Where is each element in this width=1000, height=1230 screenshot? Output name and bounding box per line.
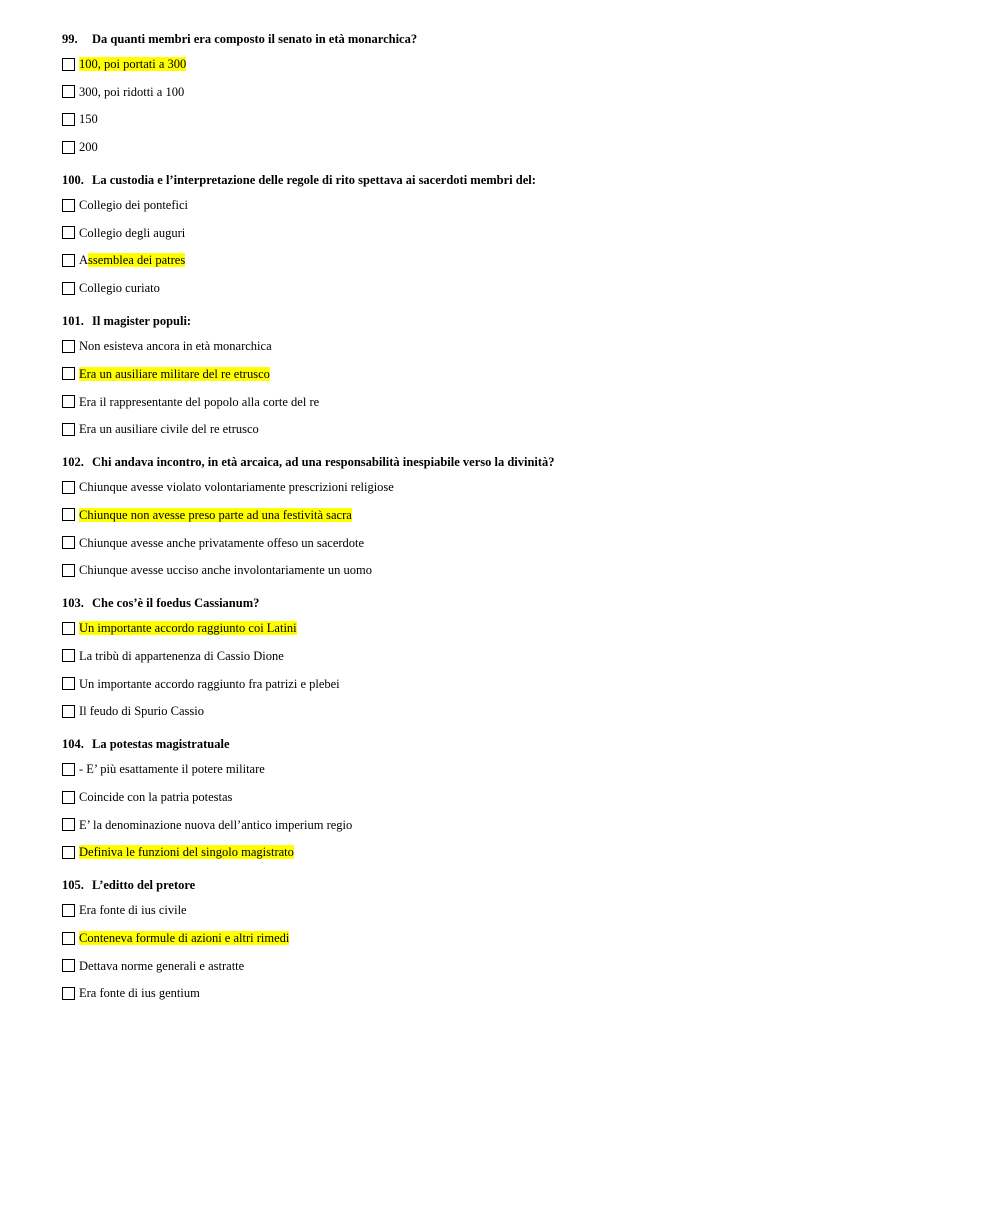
answer-option[interactable] xyxy=(62,816,962,834)
answer-text xyxy=(79,647,284,665)
answer-text xyxy=(79,619,297,637)
answer-checkbox[interactable] xyxy=(62,508,75,521)
answer-text xyxy=(79,110,98,128)
answer-checkbox[interactable] xyxy=(62,904,75,917)
question-number: 103. xyxy=(62,596,84,611)
answer-checkbox[interactable] xyxy=(62,226,75,239)
answer-checkbox[interactable] xyxy=(62,395,75,408)
question-text: Da quanti membri era composto il senato in età monarchica? xyxy=(92,32,418,46)
answer-checkbox[interactable] xyxy=(62,677,75,690)
answer-checkbox[interactable] xyxy=(62,564,75,577)
question-number: 100. xyxy=(62,173,84,188)
answer-text xyxy=(79,702,204,720)
answer-text xyxy=(79,675,340,693)
answer-text xyxy=(79,816,352,834)
answer-option[interactable] xyxy=(62,83,962,101)
answer-text-highlighted: Era un ausiliare militare del re etrusco xyxy=(79,366,270,381)
answer-option[interactable] xyxy=(62,843,962,861)
question-block xyxy=(62,735,962,861)
answer-checkbox[interactable] xyxy=(62,818,75,831)
answer-text-plain: Chiunque avesse violato volontariamente prescrizioni religiose xyxy=(79,480,394,495)
answer-option[interactable] xyxy=(62,55,962,73)
answer-checkbox[interactable] xyxy=(62,58,75,71)
question-text: Che cos’è il foedus Cassianum? xyxy=(92,596,260,611)
answer-checkbox[interactable] xyxy=(62,932,75,945)
answer-text-highlighted: Conteneva formule di azioni e altri rimedi xyxy=(79,931,290,946)
answer-text-plain: Dettava norme generali e astratte xyxy=(79,958,245,973)
answer-text xyxy=(79,279,160,297)
answer-text xyxy=(79,365,270,383)
answer-checkbox[interactable] xyxy=(62,536,75,549)
answer-option[interactable] xyxy=(62,138,962,156)
question-text: Il magister populi: xyxy=(92,314,192,329)
answer-text-plain: Collegio curiato xyxy=(79,281,160,296)
answer-text xyxy=(79,224,185,242)
answer-option[interactable] xyxy=(62,561,962,579)
answer-checkbox[interactable] xyxy=(62,705,75,718)
answer-text-plain: Il feudo di Spurio Cassio xyxy=(79,704,204,719)
answer-text-highlighted: Un importante accordo raggiunto coi Latini xyxy=(79,621,297,636)
question-block xyxy=(62,453,962,579)
answer-text-plain: Era fonte di ius gentium xyxy=(79,986,200,1001)
answer-text xyxy=(79,83,184,101)
question-heading xyxy=(62,453,962,471)
question-number: 105. xyxy=(62,878,84,893)
answer-option[interactable] xyxy=(62,478,962,496)
answer-text-plain: Non esisteva ancora in età monarchica xyxy=(79,339,272,354)
answer-text-highlighted: Chiunque non avesse preso parte ad una festività sacra xyxy=(79,507,352,522)
answer-text-plain: Collegio dei pontefici xyxy=(79,198,189,213)
answer-option[interactable] xyxy=(62,619,962,637)
question-block xyxy=(62,876,962,1002)
question-heading xyxy=(62,876,962,894)
answer-option[interactable] xyxy=(62,251,962,269)
question-block xyxy=(62,594,962,720)
answer-option[interactable] xyxy=(62,957,962,975)
answer-text xyxy=(79,55,186,73)
answer-checkbox[interactable] xyxy=(62,649,75,662)
answer-checkbox[interactable] xyxy=(62,141,75,154)
answer-checkbox[interactable] xyxy=(62,481,75,494)
answer-text-highlighted: 100, poi portati a 300 xyxy=(79,57,187,71)
question-heading xyxy=(62,735,962,753)
answer-text-plain: 300, poi ridotti a 100 xyxy=(79,84,185,99)
question-number: 104. xyxy=(62,737,84,752)
answer-text xyxy=(79,788,232,806)
answer-checkbox[interactable] xyxy=(62,791,75,804)
answer-checkbox[interactable] xyxy=(62,85,75,98)
answer-text xyxy=(79,957,244,975)
answer-option[interactable] xyxy=(62,337,962,355)
answer-option[interactable] xyxy=(62,984,962,1002)
answer-text-plain: 200 xyxy=(79,140,98,155)
answer-option[interactable] xyxy=(62,929,962,947)
answer-checkbox[interactable] xyxy=(62,622,75,635)
answer-checkbox[interactable] xyxy=(62,846,75,859)
answer-checkbox[interactable] xyxy=(62,254,75,267)
answer-checkbox[interactable] xyxy=(62,987,75,1000)
question-text: L’editto del pretore xyxy=(92,878,196,893)
answer-text-plain: Chiunque avesse anche privatamente offeso un sacerdote xyxy=(79,535,365,550)
question-number: 102. xyxy=(62,455,84,470)
answer-text xyxy=(79,251,185,269)
answer-option[interactable] xyxy=(62,760,962,778)
question-block xyxy=(62,30,962,156)
answer-text xyxy=(79,420,259,438)
answer-checkbox[interactable] xyxy=(62,113,75,126)
answer-text-plain: Un importante accordo raggiunto fra patrizi e plebei xyxy=(79,676,340,691)
answer-text xyxy=(79,929,289,947)
answer-text-plain: 150 xyxy=(79,112,98,127)
question-text: Chi andava incontro, in età arcaica, ad una responsabilità inespiabile verso la divinità? xyxy=(92,455,555,470)
answer-option[interactable] xyxy=(62,506,962,524)
answer-text-plain: A xyxy=(79,253,89,268)
question-heading xyxy=(62,30,962,48)
answer-text xyxy=(79,393,319,411)
answer-text-highlighted: Definiva le funzioni del singolo magistrato xyxy=(79,845,294,860)
answer-option[interactable] xyxy=(62,675,962,693)
question-heading xyxy=(62,312,962,330)
answer-option[interactable] xyxy=(62,224,962,242)
question-text: La potestas magistratuale xyxy=(92,737,230,752)
answer-option[interactable] xyxy=(62,196,962,214)
answer-option[interactable] xyxy=(62,393,962,411)
answer-checkbox[interactable] xyxy=(62,199,75,212)
answer-text xyxy=(79,506,352,524)
answer-option[interactable] xyxy=(62,901,962,919)
question-number: 99. xyxy=(62,32,78,46)
answer-text xyxy=(79,984,200,1002)
answer-checkbox[interactable] xyxy=(62,959,75,972)
answer-text-plain: Era fonte di ius civile xyxy=(79,903,187,918)
answer-text-plain: La tribù di appartenenza di Cassio Dione xyxy=(79,648,284,663)
answer-text-plain: Era il rappresentante del popolo alla corte del re xyxy=(79,394,320,409)
answer-option[interactable] xyxy=(62,534,962,552)
answer-option[interactable] xyxy=(62,279,962,297)
answer-text xyxy=(79,337,272,355)
answer-option[interactable] xyxy=(62,788,962,806)
answer-text xyxy=(79,843,294,861)
question-block xyxy=(62,171,962,297)
answer-text-plain: - E’ più esattamente il potere militare xyxy=(79,762,265,777)
answer-text xyxy=(79,138,98,156)
question-heading xyxy=(62,171,962,189)
question-heading xyxy=(62,594,962,612)
answer-checkbox[interactable] xyxy=(62,340,75,353)
answer-text xyxy=(79,196,188,214)
answer-text xyxy=(79,901,187,919)
question-number: 101. xyxy=(62,314,84,329)
answer-text-plain: E’ la denominazione nuova dell’antico imperium regio xyxy=(79,817,353,832)
answer-text xyxy=(79,561,372,579)
answer-option[interactable] xyxy=(62,702,962,720)
answer-option[interactable] xyxy=(62,420,962,438)
quiz-document xyxy=(62,30,962,1017)
answer-text-plain: Collegio degli auguri xyxy=(79,225,186,240)
answer-option[interactable] xyxy=(62,365,962,383)
answer-checkbox[interactable] xyxy=(62,282,75,295)
answer-checkbox[interactable] xyxy=(62,423,75,436)
answer-checkbox[interactable] xyxy=(62,763,75,776)
answer-text-plain: Coincide con la patria potestas xyxy=(79,790,233,804)
answer-text xyxy=(79,478,394,496)
answer-text-highlighted: ssemblea dei patres xyxy=(88,253,186,268)
question-block xyxy=(62,312,962,438)
answer-text-plain: Era un ausiliare civile del re etrusco xyxy=(79,422,259,437)
answer-text xyxy=(79,534,364,552)
answer-option[interactable] xyxy=(62,647,962,665)
question-text: La custodia e l’interpretazione delle regole di rito spettava ai sacerdoti membri del: xyxy=(92,173,536,188)
answer-text xyxy=(79,760,265,778)
answer-option[interactable] xyxy=(62,110,962,128)
answer-text-plain: Chiunque avesse ucciso anche involontariamente un uomo xyxy=(79,563,372,578)
answer-checkbox[interactable] xyxy=(62,367,75,380)
